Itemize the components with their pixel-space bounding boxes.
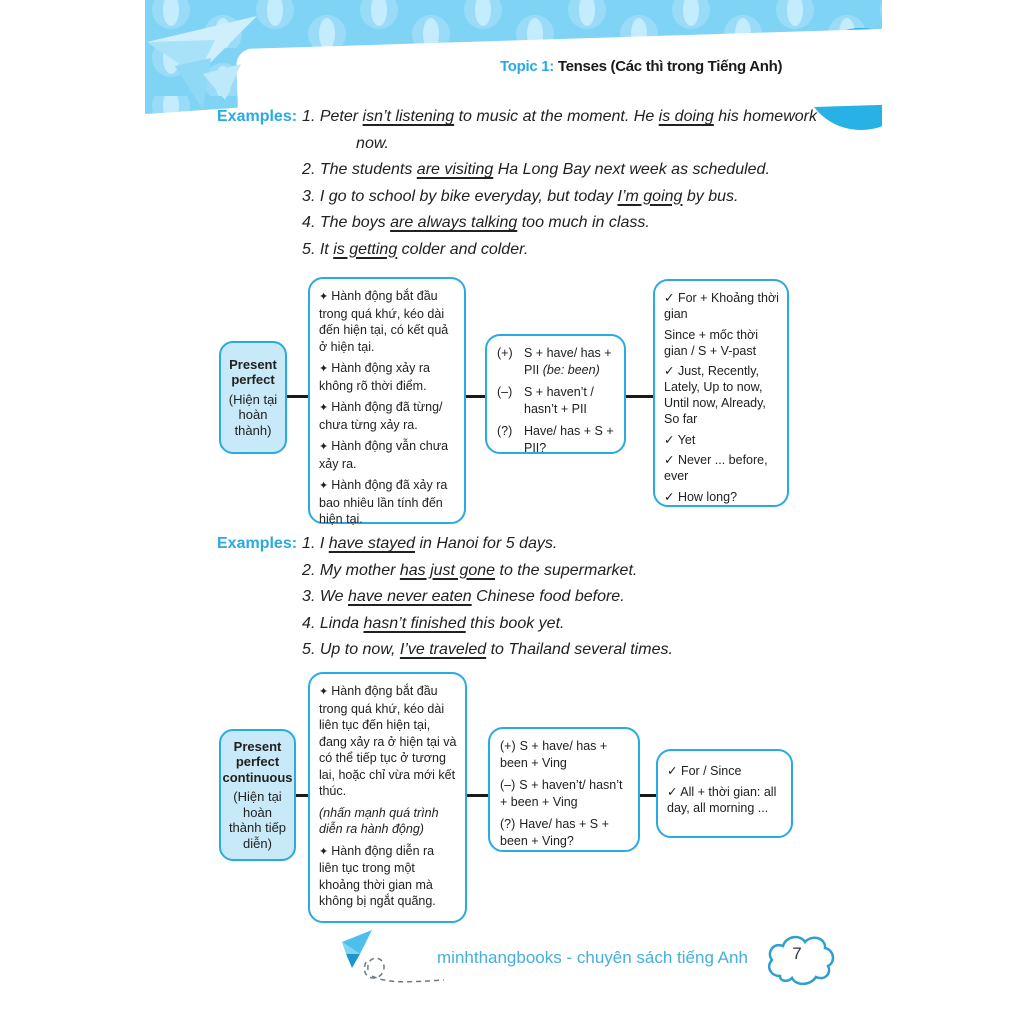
examples-block-1: [217, 104, 825, 263]
examples-label: Examples:: [217, 108, 298, 125]
check-icon: ✓: [664, 453, 678, 467]
signals-box-present-perfect-continuous: [656, 749, 793, 838]
usage-box-present-perfect: [308, 277, 466, 524]
diamond-bullet-icon: ✦: [319, 480, 332, 492]
topic-title: [500, 58, 783, 75]
connector-line: [626, 395, 653, 398]
example-number: 5.: [302, 240, 320, 258]
example-number: 2.: [302, 561, 320, 579]
connector-line: [466, 395, 485, 398]
formula-sign: (+): [497, 346, 513, 360]
signal-item: ✓ For + Khoảng thời gian: [664, 291, 779, 321]
formula-sign: (?): [500, 817, 516, 831]
usage-bullet: ✦ Hành động vẫn chưa xảy ra.: [319, 439, 449, 471]
examples-list-1: [302, 104, 825, 263]
diamond-bullet-icon: ✦: [319, 402, 332, 414]
tense-box-present-perfect: [219, 341, 287, 454]
signal-item: ✓ Yet: [664, 432, 696, 447]
example-number: 3.: [302, 588, 320, 605]
formula-sign: (?): [497, 424, 513, 438]
example-sentence: 3. We have never eaten Chinese food before.: [302, 588, 625, 605]
paper-plane-trail-icon: [338, 924, 448, 986]
check-icon: ✓: [664, 489, 678, 504]
signal-item: Since + mốc thời gian / S + V-past: [664, 327, 759, 358]
example-number: 1.: [302, 108, 320, 125]
diamond-bullet-icon: ✦: [319, 686, 332, 698]
diamond-bullet-icon: ✦: [319, 363, 332, 375]
formula-sign: (+): [500, 739, 516, 753]
example-number: 5.: [302, 641, 320, 658]
example-sentence: 1. Peter isn’t listening to music at the moment. He is doing his homework now.: [302, 108, 817, 152]
connector-line: [296, 794, 308, 797]
diamond-bullet-icon: ✦: [319, 845, 332, 858]
tense-subtitle: (Hiện tại hoàn thành): [228, 391, 278, 438]
signal-item: ✓ For / Since: [667, 764, 742, 778]
diamond-bullet-icon: ✦: [319, 441, 332, 453]
usage-box-present-perfect-continuous: [308, 672, 467, 923]
check-icon: ✓: [664, 291, 678, 305]
topic-label: Topic 1:: [500, 58, 554, 75]
diamond-bullet-icon: ✦: [319, 291, 332, 303]
brand-text: minhthangbooks - chuyên sách tiếng Anh: [437, 948, 748, 967]
usage-bullet: ✦ Hành động đã xảy ra bao nhiêu lần tính đến hiện tại.: [319, 478, 448, 526]
usage-bullet: ✦ Hành động bắt đầu trong quá khứ, kéo dài liên tục đến hiện tại, đang xảy ra ở hiện tại và có thể tiếp tục ở tương lai, hoặc chỉ vừa mới kết thúc.: [319, 684, 457, 798]
check-icon: ✓: [664, 432, 678, 447]
tense-box-present-perfect-continuous: [219, 729, 296, 861]
formula-line: (–) S + haven’t/ hasn’t + been + Ving: [500, 778, 623, 809]
formula-line: (–) S + haven’t / hasn’t + PII: [497, 385, 594, 416]
signal-item: ✓ Just, Recently, Lately, Up to now, Until now, Already, So far: [664, 364, 766, 426]
form-box-present-perfect-continuous: [488, 727, 640, 852]
examples-list-2: [302, 531, 825, 664]
example-sentence: 2. The students are visiting Ha Long Bay next week as scheduled.: [302, 161, 770, 178]
formula-line: (+) S + have/ has + PII (be: been): [497, 346, 612, 377]
connector-line: [640, 794, 656, 797]
paper-plane-icon: [145, 14, 275, 114]
usage-bullet: ✦ Hành động xảy ra không rõ thời điểm.: [319, 361, 430, 393]
signal-item: ✓ All + thời gian: all day, all morning ...: [667, 784, 777, 815]
usage-bullet: (nhấn mạnh quá trình diễn ra hành động): [319, 805, 439, 836]
example-sentence: 2. My mother has just gone to the supermarket.: [302, 561, 638, 579]
example-sentence: 5. Up to now, I’ve traveled to Thailand several times.: [302, 641, 673, 658]
check-icon: ✓: [667, 764, 681, 778]
formula-line: (?) Have/ has + S + PII?: [497, 424, 614, 455]
formula-line: (?) Have/ has + S + been + Ving?: [500, 817, 609, 848]
example-number: 4.: [302, 614, 320, 632]
page-number: 7: [792, 944, 802, 963]
examples-block-2: [217, 531, 825, 664]
formula-line: (+) S + have/ has + been + Ving: [500, 739, 608, 770]
signal-item: ✓ Never ... before, ever: [664, 453, 768, 483]
topic-text: Tenses (Các thì trong Tiếng Anh): [554, 58, 783, 75]
example-number: 3.: [302, 187, 320, 205]
page-number-cloud: [762, 930, 838, 992]
example-number: 1.: [302, 535, 320, 552]
examples-label: Examples:: [217, 535, 298, 552]
formula-sign: (–): [500, 778, 516, 792]
signal-item: ✓ How long?: [664, 489, 738, 504]
example-sentence: 5. It is getting colder and colder.: [302, 240, 529, 258]
formula-sign: (–): [497, 385, 513, 399]
usage-bullet: ✦ Hành động diễn ra liên tục trong một khoảng thời gian mà không bị ngắt quãng.: [319, 843, 436, 908]
example-number: 2.: [302, 161, 320, 178]
signals-box-present-perfect: [653, 279, 789, 507]
example-number: 4.: [302, 214, 320, 231]
form-box-present-perfect: [485, 334, 626, 454]
example-sentence: 1. I have stayed in Hanoi for 5 days.: [302, 535, 558, 552]
usage-bullet: ✦ Hành động đã từng/ chưa từng xảy ra.: [319, 400, 443, 432]
connector-line: [287, 395, 308, 398]
example-sentence: 4. Linda hasn’t finished this book yet.: [302, 614, 565, 632]
usage-bullet: ✦ Hành động bắt đầu trong quá khứ, kéo dài đến hiện tại, có kết quả ở hiện tại.: [319, 289, 449, 354]
example-sentence: 4. The boys are always talking too much in class.: [302, 214, 650, 231]
tense-title: Present perfect: [229, 356, 277, 388]
tense-title: Present perfect continuous: [222, 738, 293, 785]
tense-subtitle: (Hiện tại hoàn thành tiếp diễn): [228, 789, 287, 851]
check-icon: ✓: [664, 364, 678, 378]
example-sentence: 3. I go to school by bike everyday, but today I’m going by bus.: [302, 187, 739, 205]
check-icon: ✓: [667, 784, 681, 799]
connector-line: [467, 794, 488, 797]
